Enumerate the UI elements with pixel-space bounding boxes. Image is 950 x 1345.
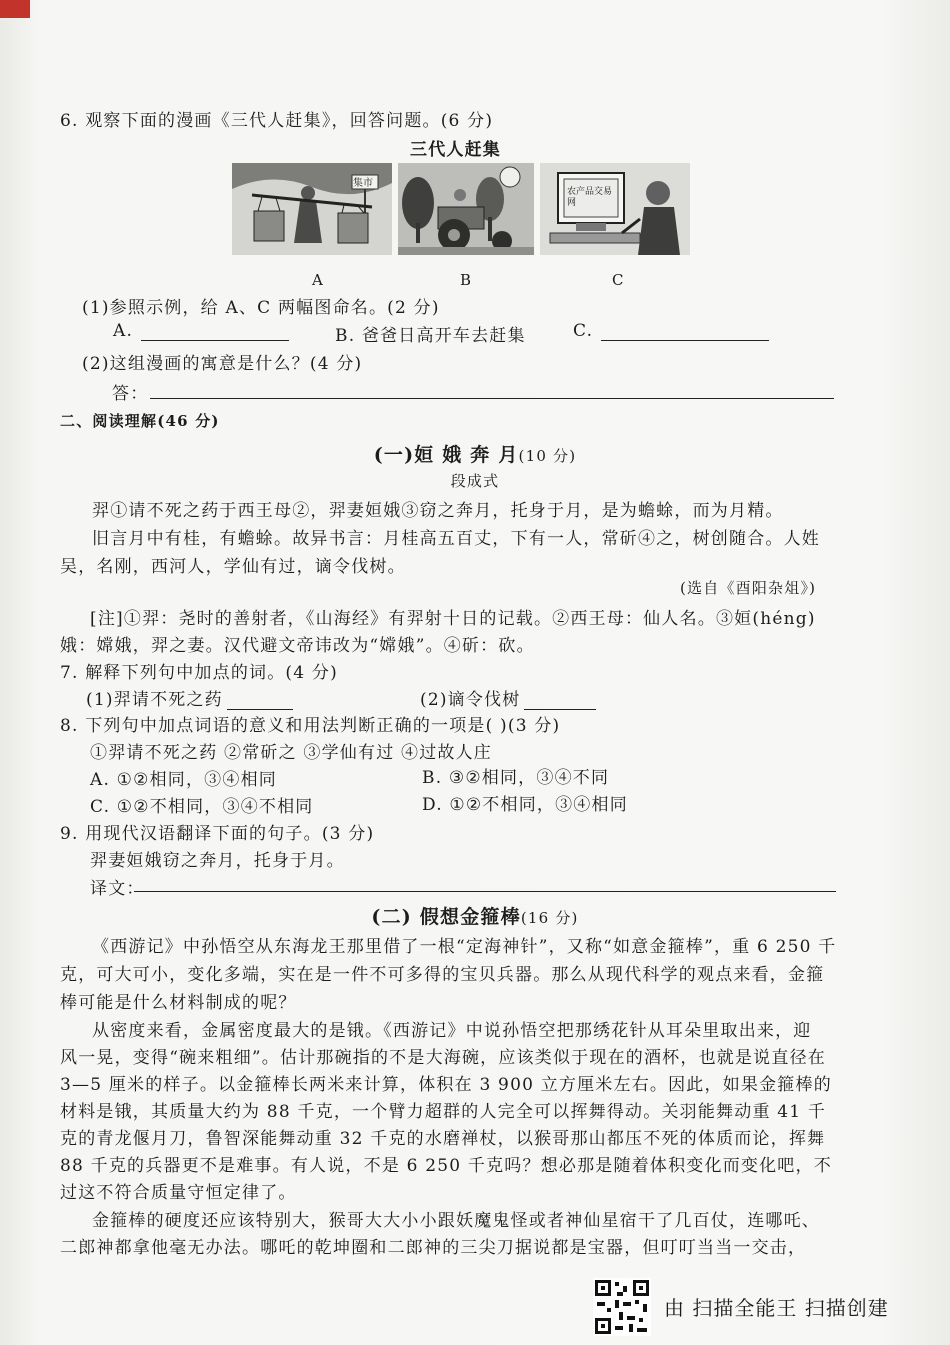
passage1-note2: 娥：嫦娥，羿之妻。汉代避文帝讳改为“嫦娥”。④斫：砍。 (60, 636, 535, 656)
q6-option-a (113, 321, 289, 341)
passage1-title-text: (一)姮 娥 奔 月 (373, 444, 519, 466)
q6-answer-a-blank[interactable] (141, 322, 289, 341)
section2-heading: 二、阅读理解(46 分) (60, 412, 220, 430)
passage2-title (0, 902, 950, 929)
comic-strip (232, 163, 884, 255)
passage2-line: 克，可大可小，变化多端，实在是一件不可多得的宝贝兵器。那么从现代科学的观点来看，金箍 (60, 965, 825, 985)
corner-mark (0, 0, 30, 18)
passage1-note1: [注]①羿：尧时的善射者，《山海经》有羿射十日的记载。②西王母：仙人名。③姮(héng) (90, 609, 816, 629)
passage1-author: 段成式 (450, 472, 500, 490)
comic-panel-a (232, 163, 392, 255)
q7-item-1-blank[interactable] (227, 691, 293, 710)
q8-items: ①羿请不死之药 ②常斫之 ③学仙有过 ④过故人庄 (90, 743, 493, 763)
q7-item-2 (420, 685, 596, 710)
comic-title: 三代人赶集 (410, 140, 501, 160)
q6-stem: 6. 观察下面的漫画《三代人赶集》，回答问题。(6 分) (60, 111, 494, 131)
passage2-line: 棒可能是什么材料制成的呢？ (60, 993, 297, 1013)
passage2-line: 材料是锇，其质量大约为 88 千克，一个臂力超群的人完全可以挥舞得动。关羽能舞动重 41 千 (60, 1102, 827, 1122)
q7-stem: 7. 解释下列句中加点的词。(4 分) (60, 663, 338, 683)
q7-item-2-blank[interactable] (524, 691, 596, 710)
q9-translation-label: 译文： (90, 879, 145, 899)
comic-panel-b (398, 163, 534, 255)
q7-item-2-text: (2)谪令伐树 (420, 690, 521, 710)
q9-sentence: 羿妻姮娥窃之奔月，托身于月。 (90, 851, 345, 871)
q8-option-c[interactable]: C. ①②不相同，③④不相同 (90, 797, 314, 817)
q6-option-c (573, 321, 769, 341)
screen-text: 农产品交易网 (567, 187, 613, 208)
q6-option-c-label: C. (573, 321, 594, 341)
passage2-line: 3—5 厘米的样子。以金箍棒长两米来计算，体积在 3 900 立方厘米左右。因此，如果金箍棒的 (60, 1075, 832, 1095)
q8-stem: 8. 下列句中加点词语的意义和用法判断正确的一项是( )(3 分) (60, 716, 561, 736)
passage1-line3: 吴，名刚，西河人，学仙有过，谪令伐树。 (60, 557, 406, 577)
panel-label-a: A (312, 271, 323, 289)
passage1-line2: 旧言月中有桂，有蟾蜍。故异书言：月桂高五百丈，下有一人，常斫④之，树创随合。人姓 (92, 529, 820, 549)
passage1-title (0, 440, 950, 467)
q6-answer-c-blank[interactable] (601, 322, 769, 341)
q7-item-1-text: (1)羿请不死之药 (86, 690, 223, 710)
passage2-line: 风一晃，变得“碗来粗细”。估计那碗指的不是大海碗，应该类似于现在的酒杯，也就是说直径在 (60, 1048, 826, 1068)
passage2-score: (16 分) (520, 909, 579, 927)
q6-option-a-label: A. (113, 321, 134, 341)
passage2-line: 克的青龙偃月刀，鲁智深能舞动重 32 千克的水磨禅杖，以猴哥那山都压不死的体质而论，挥舞 (60, 1129, 826, 1149)
q7-item-1 (86, 685, 293, 710)
passage2-line: 过这不符合质量守恒定律了。 (60, 1183, 297, 1203)
q9-translation-line[interactable] (134, 891, 836, 892)
sign-text: 集市 (353, 178, 373, 189)
passage2-line: 88 千克的兵器更不是难事。有人说，不是 6 250 千克吗？想必那是随着体积变化而变化吧，不 (60, 1156, 832, 1176)
panel-label-c: C (612, 271, 624, 289)
q9-stem: 9. 用现代汉语翻译下面的句子。(3 分) (60, 824, 375, 844)
passage2-line: 从密度来看，金属密度最大的是锇。《西游记》中说孙悟空把那绣花针从耳朵里取出来，迎 (92, 1021, 812, 1041)
q6-option-b: B. 爸爸日高开车去赶集 (335, 326, 526, 346)
q8-option-d[interactable]: D. ①②不相同，③④相同 (422, 795, 628, 815)
passage2-title-text: (二) 假想金箍棒 (371, 906, 521, 928)
passage2-line: 二郎神都拿他毫无办法。哪吒的乾坤圈和二郎神的三尖刀据说都是宝器，但叮叮当当一交击， (60, 1238, 807, 1258)
comic-panel-c (540, 163, 690, 255)
qr-code-icon (593, 1278, 651, 1336)
q8-option-a[interactable]: A. ①②相同，③④相同 (90, 770, 277, 790)
scanner-watermark: 由 扫描全能王 扫描创建 (664, 1296, 889, 1320)
q6-sub1: (1)参照示例，给 A、C 两幅图命名。(2 分) (82, 298, 440, 318)
passage1-score: (10 分) (518, 447, 577, 465)
passage1-source: (选自《酉阳杂俎》) (680, 579, 817, 597)
passage2-line: 金箍棒的硬度还应该特别大，猴哥大大小小跟妖魔鬼怪或者神仙星宿干了几百仗，连哪吒、 (92, 1211, 820, 1231)
passage1-line1: 羿①请不死之药于西王母②，羿妻姮娥③窃之奔月，托身于月，是为蟾蜍，而为月精。 (92, 501, 784, 521)
q8-option-b[interactable]: B. ③②相同，③④不同 (422, 768, 610, 788)
q6-answer-label: 答： (112, 384, 149, 404)
panel-label-b: B (460, 271, 472, 289)
q6-answer-line[interactable] (150, 398, 834, 399)
q6-sub2: (2)这组漫画的寓意是什么？(4 分) (82, 354, 363, 374)
passage2-line: 《西游记》中孙悟空从东海龙王那里借了一根“定海神针”，又称“如意金箍棒”，重 6 250 千 (92, 937, 837, 957)
